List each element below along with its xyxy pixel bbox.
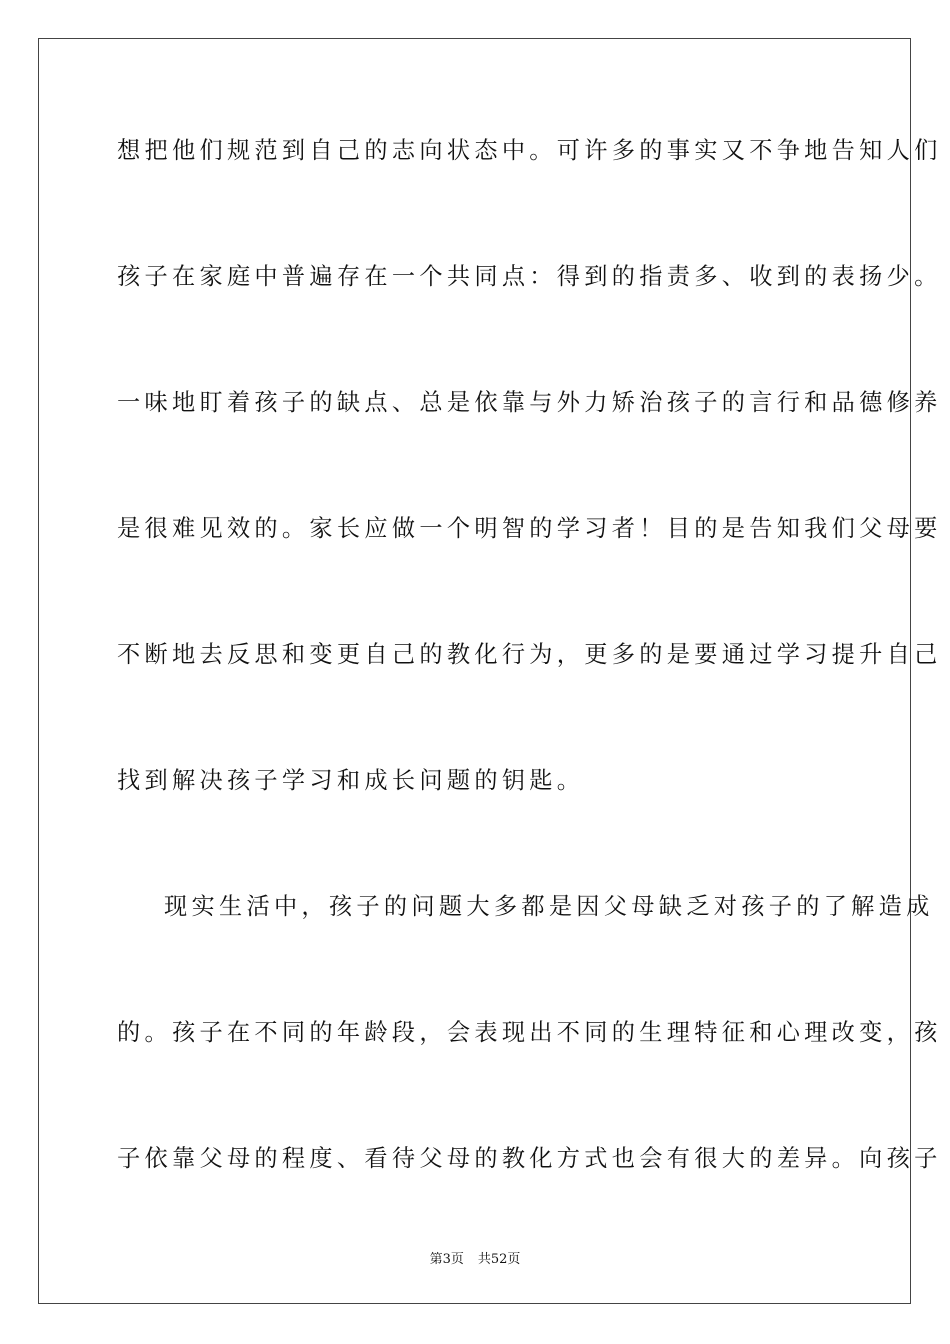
- document-body: [117, 128, 942, 1262]
- text-line: 子依靠父母的程度、看待父母的教化方式也会有很大的差异。向孩子: [117, 1145, 942, 1172]
- text-line: 的。孩子在不同的年龄段，会表现出不同的生理特征和心理改变，孩: [117, 1019, 942, 1046]
- text-line: 孩子在家庭中普遍存在一个共同点：得到的指责多、收到的表扬少。: [117, 263, 942, 290]
- page-number: 第3页: [429, 1252, 464, 1267]
- text-line: 一味地盯着孩子的缺点、总是依靠与外力矫治孩子的言行和品德修养: [117, 389, 942, 416]
- text-line: 不断地去反思和变更自己的教化行为，更多的是要通过学习提升自己: [117, 641, 942, 668]
- total-pages: 共52页: [477, 1252, 521, 1267]
- paragraph-first-line: 现实生活中，孩子的问题大多都是因父母缺乏对孩子的了解造成: [164, 893, 934, 920]
- text-line: 找到解决孩子学习和成长问题的钥匙。: [117, 767, 585, 794]
- text-line: 是很难见效的。家长应做一个明智的学习者！目的是告知我们父母要: [117, 515, 942, 542]
- page-footer: [0, 1248, 950, 1267]
- text-line: 想把他们规范到自己的志向状态中。可许多的事实又不争地告知人们: [117, 137, 942, 164]
